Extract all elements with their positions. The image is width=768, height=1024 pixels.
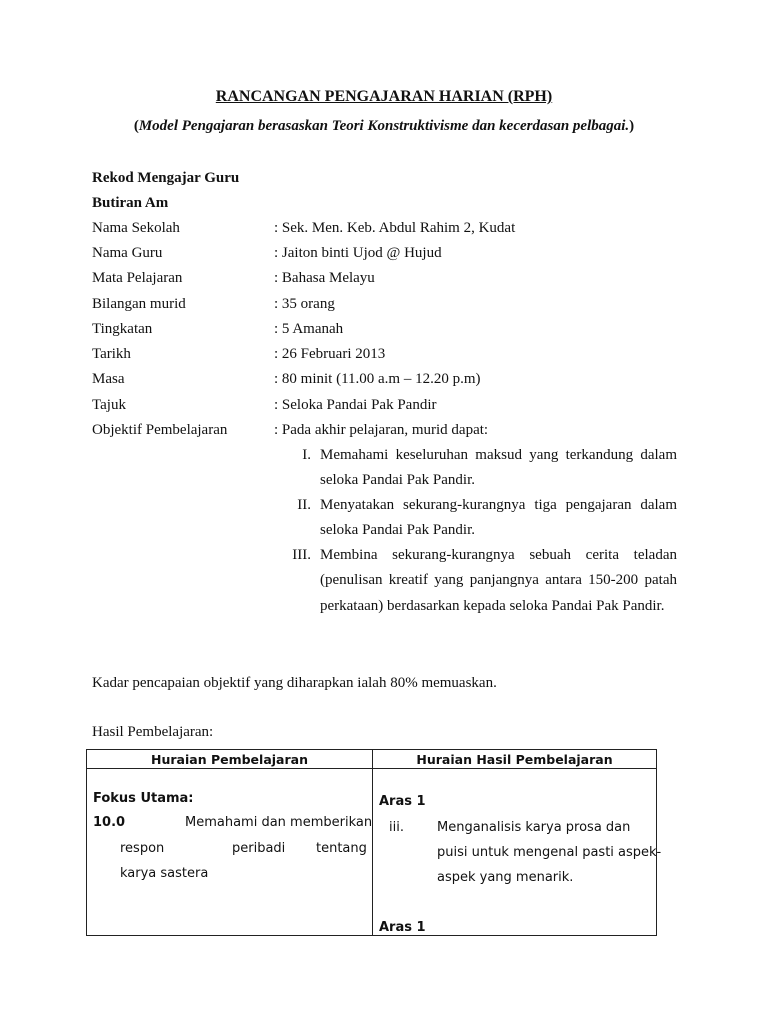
aras-label: Aras 1 [379,794,426,809]
detail-label: Mata Pelajaran [92,270,183,286]
detail-value: : Jaiton binti Ujod @ Hujud [274,245,442,261]
fokus-text: respon [120,841,165,856]
detail-label: Objektif Pembelajaran [92,422,228,438]
fokus-code: 10.0 [93,815,126,830]
subtitle-text: Model Pengajaran berasaskan Teori Konstruktivisme dan kecerdasan pelbagai. [138,118,630,134]
table-cell-huraian [87,769,373,936]
detail-value: : Seloka Pandai Pak Pandir [274,397,437,413]
table-cell-hasil [373,769,662,936]
subtitle-close-paren: ) [629,118,635,134]
detail-value: : Pada akhir pelajaran, murid dapat: [274,422,489,438]
item-text: aspek yang menarik. [437,870,574,885]
hasil-pembelajaran-table [86,749,662,936]
detail-value: : 80 minit (11.00 a.m – 12.20 p.m) [274,371,481,387]
kadar-pencapaian: Kadar pencapaian objektif yang diharapkan ialah 80% memuaskan. [92,675,497,691]
detail-value: : 35 orang [274,296,335,312]
detail-label: Tajuk [92,397,126,413]
item-text: puisi untuk mengenal pasti aspek- [437,845,662,860]
page-subtitle [0,118,768,135]
objective-text: Membina sekurang-kurangnya sebuah cerita teladan (penulisan kreatif yang panjangnya antara 150-200 patah perkataan) berdasarkan kepada seloka Pandai Pak Pandir. [320,547,677,614]
fokus-text: peribadi [232,841,286,856]
detail-value: : Bahasa Melayu [274,270,375,286]
detail-value: : 26 Februari 2013 [274,346,386,362]
item-text: Menganalisis karya prosa dan [437,820,631,835]
objective-number: III. [292,547,311,563]
subtitle-open-paren: ( [133,118,139,134]
detail-label: Nama Sekolah [92,220,180,236]
objective-number: II. [297,497,311,513]
fokus-text: tentang [316,841,367,856]
detail-label: Masa [92,371,125,387]
detail-value: : Sek. Men. Keb. Abdul Rahim 2, Kudat [274,220,516,236]
table-header: Huraian Pembelajaran [87,750,373,769]
detail-label: Bilangan murid [92,296,186,312]
detail-label: Nama Guru [92,245,163,261]
fokus-text: Memahami dan memberikan [185,815,373,830]
section-heading-rekod: Rekod Mengajar Guru [92,170,240,186]
section-heading-butiran: Butiran Am [92,195,169,211]
hasil-pembelajaran-label: Hasil Pembelajaran: [92,724,214,740]
item-number: iii. [389,820,404,835]
detail-label: Tarikh [92,346,131,362]
fokus-text: karya sastera [120,866,209,881]
table-header: Huraian Hasil Pembelajaran [373,750,657,769]
page-title: RANCANGAN PENGAJARAN HARIAN (RPH) [215,88,553,105]
objective-text: Menyatakan sekurang-kurangnya tiga pengajaran dalam seloka Pandai Pak Pandir. [320,497,677,539]
objective-text: Memahami keseluruhan maksud yang terkandung dalam seloka Pandai Pak Pandir. [320,447,677,489]
table-row [87,769,657,936]
objective-number: I. [302,447,311,463]
detail-value: : 5 Amanah [274,321,344,337]
detail-label: Tingkatan [92,321,153,337]
aras-label: Aras 1 [379,920,426,935]
fokus-utama-label: Fokus Utama: [93,791,194,806]
table-header-row [87,750,657,769]
